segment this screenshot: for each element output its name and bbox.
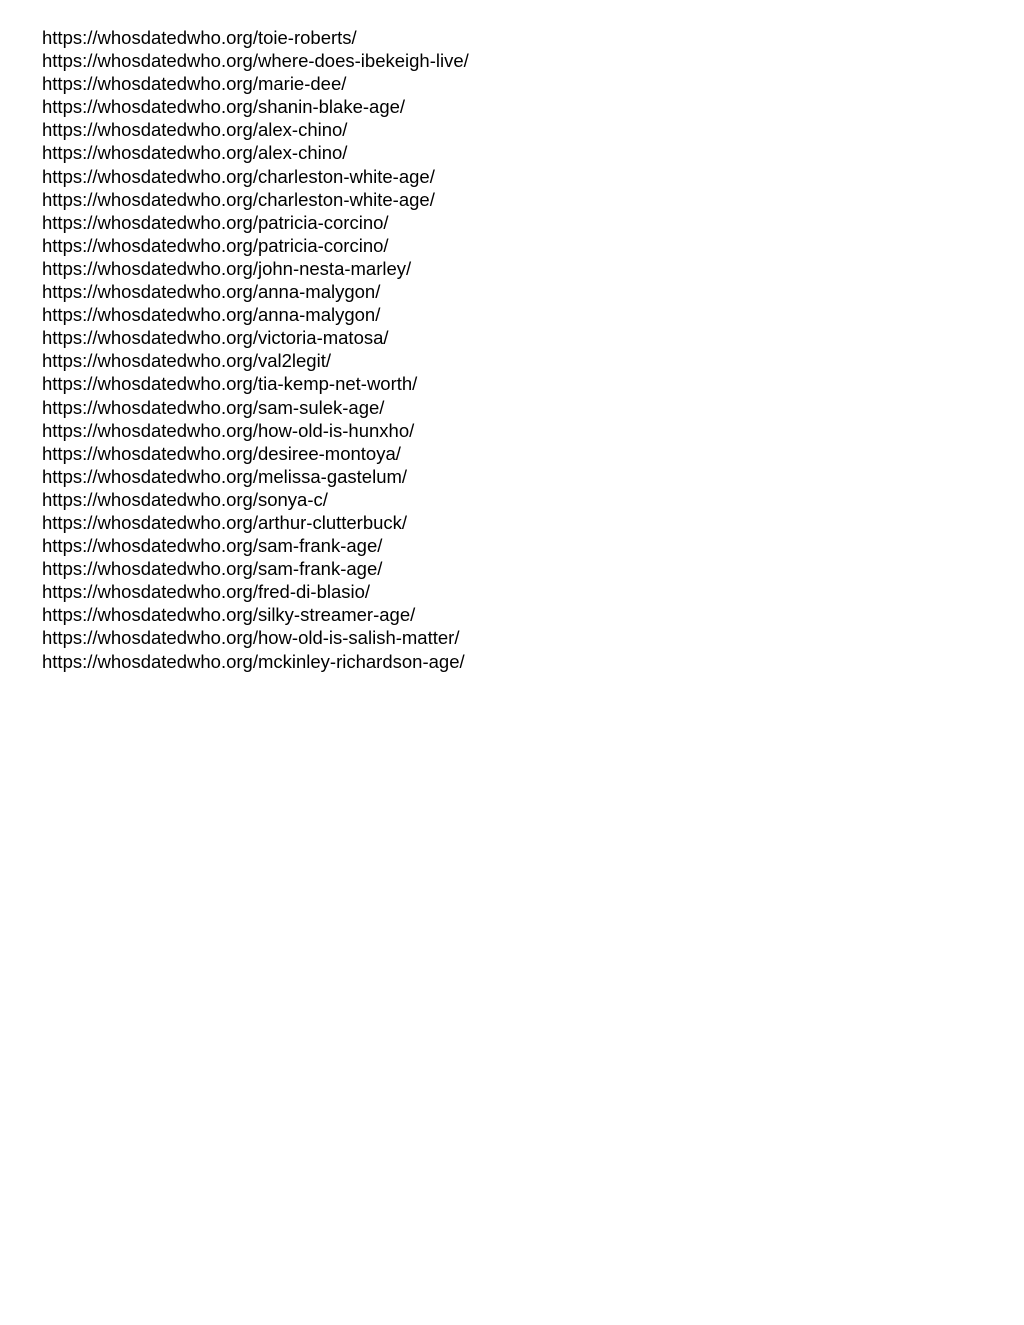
url-line: https://whosdatedwho.org/alex-chino/	[42, 142, 348, 164]
url-line: https://whosdatedwho.org/charleston-white-age/	[42, 165, 435, 187]
url-line: https://whosdatedwho.org/victoria-matosa/	[42, 327, 389, 349]
url-line: https://whosdatedwho.org/sam-frank-age/	[42, 558, 383, 580]
url-line: https://whosdatedwho.org/melissa-gastelum/	[42, 465, 408, 487]
url-line: https://whosdatedwho.org/charleston-white-age/	[42, 188, 435, 210]
url-line: https://whosdatedwho.org/anna-malygon/	[42, 304, 381, 326]
url-line: https://whosdatedwho.org/how-old-is-salish-matter/	[42, 627, 460, 649]
url-line: https://whosdatedwho.org/marie-dee/	[42, 73, 347, 95]
url-line: https://whosdatedwho.org/toie-roberts/	[42, 27, 357, 48]
url-line: https://whosdatedwho.org/fred-di-blasio/	[42, 581, 371, 603]
url-line: https://whosdatedwho.org/john-nesta-marley/	[42, 257, 412, 279]
url-line: https://whosdatedwho.org/patricia-corcino/	[42, 211, 389, 233]
url-line: https://whosdatedwho.org/shanin-blake-age/	[42, 96, 406, 118]
url-line: https://whosdatedwho.org/desiree-montoya/	[42, 442, 401, 464]
url-line: https://whosdatedwho.org/tia-kemp-net-worth/	[42, 373, 418, 395]
url-line: https://whosdatedwho.org/arthur-clutterbuck/	[42, 511, 408, 533]
url-line: https://whosdatedwho.org/where-does-ibekeigh-live/	[42, 50, 469, 72]
url-line: https://whosdatedwho.org/patricia-corcino/	[42, 234, 389, 256]
url-line: https://whosdatedwho.org/mckinley-richardson-age/	[42, 650, 465, 672]
url-line: https://whosdatedwho.org/sonya-c/	[42, 488, 328, 510]
url-list	[42, 26, 469, 673]
url-line: https://whosdatedwho.org/alex-chino/	[42, 119, 348, 141]
url-line: https://whosdatedwho.org/how-old-is-hunxho/	[42, 419, 415, 441]
url-line: https://whosdatedwho.org/sam-sulek-age/	[42, 396, 385, 418]
url-line: https://whosdatedwho.org/sam-frank-age/	[42, 535, 383, 557]
url-line: https://whosdatedwho.org/anna-malygon/	[42, 281, 381, 303]
url-line: https://whosdatedwho.org/val2legit/	[42, 350, 331, 372]
url-line: https://whosdatedwho.org/silky-streamer-age/	[42, 604, 416, 626]
